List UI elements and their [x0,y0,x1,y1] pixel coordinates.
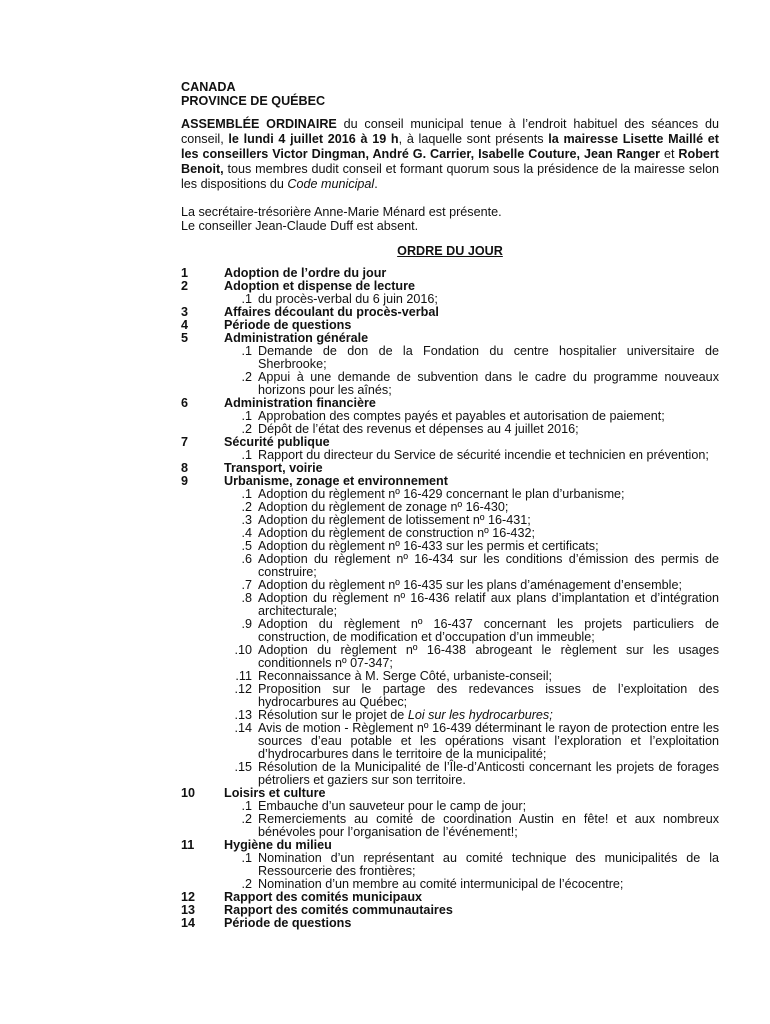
intro-text-4: tous membres dudit conseil et formant quorum sous la présidence de la mairesse selon les dispositions du [181,162,719,191]
agenda-subitem-text-main: Rapport du directeur du Service de sécurité incendie et technicien en prévention; [258,448,709,462]
agenda-item-label: Sécurité publique [224,435,330,449]
agenda-subitem [181,644,719,670]
agenda-subitem-number: .2 [241,500,252,514]
agenda-subitem-text-italic: Loi sur les hydrocarbures; [407,708,553,722]
agenda-subitem-text-main: Adoption du règlement nº 16-438 abrogeant le règlement sur les usages conditionnels nº 07-347; [258,643,719,670]
agenda-item-label: Rapport des comités communautaires [224,903,453,917]
agenda-item-number: 1 [181,266,189,280]
agenda-subitem-number: .1 [241,851,252,865]
agenda-subitem-text-main: Demande de don de la Fondation du centre hospitalier universitaire de Sherbrooke; [258,344,719,371]
agenda-subitem-text-main: Remerciements au comité de coordination Austin en fête! et aux nombreux bénévoles pour l’organisation de l’événement!; [258,812,719,839]
agenda-subitem-number: .1 [241,409,252,423]
agenda-subitem-text-main: Résolution sur le projet de [258,708,408,722]
agenda-item-label: Période de questions [224,916,352,930]
agenda-subitem-text-main: Embauche d’un sauveteur pour le camp de jour; [258,799,527,813]
agenda-subitem [181,852,719,878]
agenda-subitem-text-main: Adoption du règlement de zonage nº 16-430; [258,500,509,514]
agenda-subitem-number: .1 [241,448,252,462]
agenda-item-number: 10 [181,786,196,800]
agenda-subitem-text-main: Adoption du règlement nº 16-436 relatif aux plans d’implantation et d’intégration architecturale; [258,591,719,618]
agenda-subitem-text-main: Appui à une demande de subvention dans le cadre du programme nouveaux horizons pour les aînés; [258,370,719,397]
agenda-subitem-text-main: Adoption du règlement de construction nº 16-432; [258,526,535,540]
agenda-subitem-text-main: Adoption du règlement nº 16-429 concernant le plan d’urbanisme; [258,487,625,501]
agenda-item-label: Adoption et dispense de lecture [224,279,416,293]
agenda-item-number: 14 [181,916,196,930]
agenda-subitem-number: .14 [234,721,252,735]
agenda-subitem-number: .5 [241,539,252,553]
agenda-subitem-text-main: Adoption du règlement nº 16-434 sur les conditions d’émission des permis de construire; [258,552,719,579]
agenda-subitem-text [258,644,719,670]
agenda-item-number: 8 [181,461,189,475]
minutes-document [181,81,719,930]
agenda-subitem-number: .6 [241,552,252,566]
agenda-subitem [181,553,719,579]
meeting-date: le lundi 4 juillet 2016 à 19 h [228,132,399,146]
agenda-subitem-text [258,722,719,761]
agenda-subitem-number: .2 [241,877,252,891]
code-municipal: Code municipal [287,177,375,191]
attendee-last: Robert Benoit, [181,147,719,176]
agenda-subitem-number: .2 [241,370,252,384]
agenda-subitem [181,345,719,371]
agenda-item-label: Loisirs et culture [224,786,326,800]
header-country: CANADA [181,80,236,94]
agenda-subitem-number: .8 [241,591,252,605]
agenda-item-number: 2 [181,279,189,293]
agenda-subitem-number: .7 [241,578,252,592]
agenda-subitem-text-main: Reconnaissance à M. Serge Côté, urbaniste-conseil; [258,669,553,683]
agenda-item-label: Affaires découlant du procès-verbal [224,305,439,319]
agenda-subitem-text [258,761,719,787]
agenda-subitem-text [258,449,719,462]
agenda-item-label: Administration financière [224,396,376,410]
agenda-subitem-text-main: Dépôt de l’état des revenus et dépenses au 4 juillet 2016; [258,422,579,436]
agenda-item-label: Période de questions [224,318,352,332]
agenda-item-number: 12 [181,890,196,904]
assembly-type: ASSEMBLÉE ORDINAIRE [181,117,337,131]
agenda-subitem-text-main: du procès-verbal du 6 juin 2016; [258,292,438,306]
agenda-subitem-number: .1 [241,292,252,306]
agenda-item-number: 6 [181,396,189,410]
agenda-item-number: 9 [181,474,189,488]
agenda-subitem-text-main: Adoption du règlement nº 16-435 sur les plans d’aménagement d’ensemble; [258,578,682,592]
agenda-subitem-text [258,553,719,579]
attendees: la mairesse Lisette Maillé et les conseillers Victor Dingman, André G. Carrier, Isabelle Couture, Jean Ranger [181,132,720,161]
agenda-subitem-number: .9 [241,617,252,631]
agenda-subitem-text-main: Approbation des comptes payés et payables et autorisation de paiement; [258,409,665,423]
agenda-subitem-number: .13 [234,708,252,722]
agenda-item-number: 7 [181,435,189,449]
agenda-subitem [181,813,719,839]
agenda-subitem-text-main: Avis de motion - Règlement nº 16-439 déterminant le rayon de protection entre les sources d’eau potable et les opérations visant l’exploration et l’exploitation d’hydrocarbures dans le territoire de la municipalité; [258,721,719,761]
agenda-subitem [181,592,719,618]
secretary-note: La secrétaire-trésorière Anne-Marie Ménard est présente. [181,205,502,219]
agenda-subitem [181,618,719,644]
agenda-item-number: 4 [181,318,189,332]
agenda-subitem-text-main: Adoption du règlement nº 16-437 concernant les projets particuliers de construction, de modification et d’occupation d’un immeuble; [258,617,719,644]
agenda-item-number: 11 [181,838,195,852]
agenda-subitem-text [258,371,719,397]
agenda-subitem-text-main: Adoption du règlement nº 16-433 sur les permis et certificats; [258,539,599,553]
agenda-subitem-text-main: Proposition sur le partage des redevances issues de l’exploitation des hydrocarbures au Québec; [258,682,719,709]
agenda-item-label: Rapport des comités municipaux [224,890,423,904]
agenda-item-label: Adoption de l’ordre du jour [224,266,387,280]
agenda-subitem-text-main: Adoption du règlement de lotissement nº 16-431; [258,513,531,527]
intro-text-1: du conseil municipal tenue à l’endroit habituel des séances du conseil, [181,117,719,146]
agenda-subitem-text [258,345,719,371]
agenda-subitem-number: .15 [234,760,252,774]
agenda-subitem-number: .12 [234,682,252,696]
agenda-subitem-number: .3 [241,513,252,527]
agenda-subitem-text [258,813,719,839]
intro-paragraph [181,117,719,192]
agenda-item-label: Urbanisme, zonage et environnement [224,474,448,488]
agenda-subitem-number: .4 [241,526,252,540]
agenda-subitem-text [258,852,719,878]
agenda-subitem-number: .1 [241,799,252,813]
agenda-subitem-text [258,618,719,644]
agenda-list [181,267,719,930]
agenda-subitem-number: .10 [234,643,252,657]
agenda-subitem [181,683,719,709]
agenda-item [181,917,719,930]
header-province: PROVINCE DE QUÉBEC [181,93,326,108]
agenda-subitem-number: .2 [241,812,252,826]
agenda-subitem-number: .1 [241,487,252,501]
agenda-subitem-text [258,683,719,709]
intro-text-5: . [374,177,378,191]
agenda-subitem-text-main: Nomination d’un représentant au comité technique des municipalités de la Ressourcerie des frontières; [258,851,719,878]
agenda-item-number: 5 [181,331,189,345]
agenda-subitem-text [258,592,719,618]
absence-note: Le conseiller Jean-Claude Duff est absent. [181,218,419,233]
agenda-subitem-number: .11 [235,669,252,683]
agenda-subitem-text-main: Résolution de la Municipalité de l’Île-d’Anticosti concernant les projets de forages pétroliers et gaziers sur son territoire. [258,760,719,787]
agenda-item-label: Transport, voirie [224,461,323,475]
intro-text-3: et [660,147,679,161]
agenda-subitem [181,761,719,787]
attendance-notes [181,206,719,233]
agenda-subitem [181,371,719,397]
agenda-item-label: Hygiène du milieu [224,838,332,852]
agenda-subitem [181,722,719,761]
agenda-subitem-text-main: Nomination d’un membre au comité intermunicipal de l’écocentre; [258,877,624,891]
agenda-subitem-number: .2 [241,422,252,436]
agenda-item-number: 13 [181,903,196,917]
agenda-item-label: Administration générale [224,331,369,345]
agenda-subitem-number: .1 [241,344,252,358]
agenda-title: ORDRE DU JOUR [397,244,503,258]
intro-text-2: , à laquelle sont présents [398,132,549,146]
agenda-item-number: 3 [181,305,189,319]
